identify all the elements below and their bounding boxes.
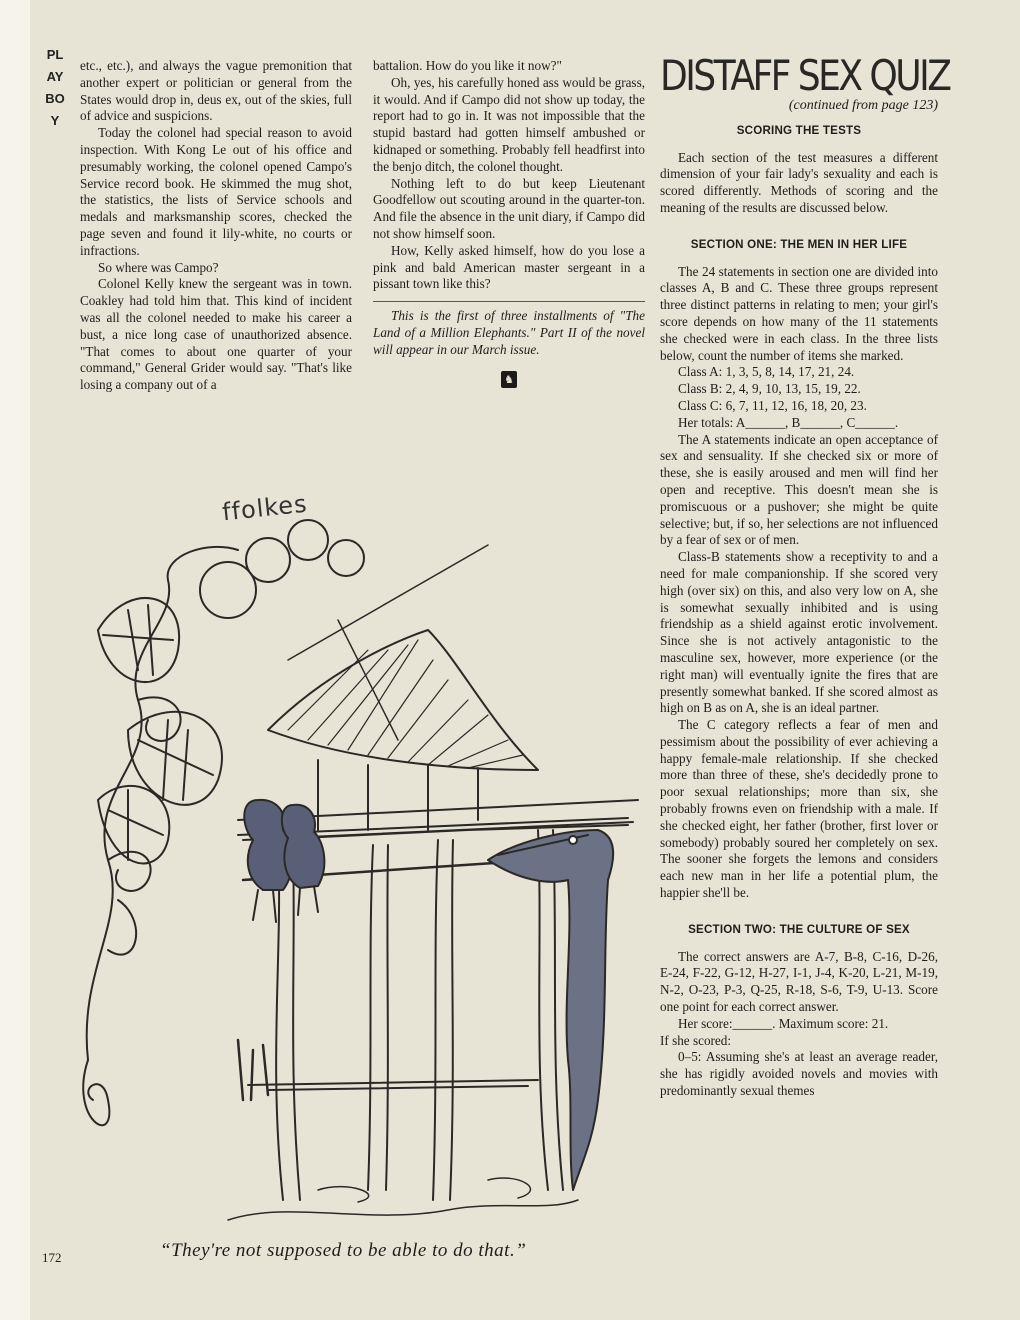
section-heading-scoring: SCORING THE TESTS <box>736 123 862 137</box>
continued-line: (continued from page 123) <box>788 98 938 113</box>
installment-note <box>373 301 645 358</box>
story-column-2 <box>373 58 645 388</box>
quiz-paragraph: Each section of the test measures a different dimension of your fair lady's sexuality and each is scored differently. Methods of scoring and the meaning of the results are discussed below. <box>660 149 938 215</box>
class-a-line: Class A: 1, 3, 5, 8, 14, 17, 21, 24. <box>678 364 855 380</box>
crocodile-drawing <box>488 830 613 1190</box>
class-list <box>678 364 938 431</box>
story-paragraph: battalion. How do you like it now?" <box>373 58 562 73</box>
cartoon-caption: “They're not supposed to be able to do that.” <box>160 1240 527 1261</box>
story-paragraph: Today the colonel had special reason to avoid inspection. With Kong Le out of his office and presumably working, the colonel opened Campo's Service record book. He skimmed the mug shot, the statistics, the lists of Service schools and medals and marksmanship scores, checked the page seven and found it lily-white, no courts or infractions. <box>80 125 352 258</box>
quiz-title: DISTAFF SEX QUIZ <box>660 51 950 100</box>
quiz-column <box>660 51 950 1100</box>
quiz-paragraph: The correct answers are A-7, B-8, C-16, D-26, E-24, F-22, G-12, H-27, I-1, J-4, K-20, L-21, M-19, N-2, O-23, P-3, Q-25, R-18, S-6, T-9, U-13. Score one point for each correct answer. <box>660 948 938 1015</box>
story-column-1 <box>80 58 352 394</box>
quiz-paragraph: The C category reflects a fear of men and pessimism about the possibility of ever achieving a happy female-male relationship. If she checked more than three of these, she's decidedly prone to poor sexual relationships; more than six, she probably frowns even on friendship with a male. If she checked eight, her father (brother, first lover or somebody) probably soured her completely on sex. The sooner she forgets the lemons and considers each new man in her life a potential plum, the happier she'll be. <box>660 717 938 901</box>
quiz-paragraph: The 24 statements in section one are divided into classes A, B and C. These three groups represent three distinct patterns in relating to men; your girl's score depends on how many of the 11 statements she checked were in each class. In the three lists below, count the number of items she marked. <box>660 263 938 363</box>
story-paragraph: Nothing left to do but keep Lieutenant Goodfellow out scouting around in the quarter-ton. And file the absence in the unit diary, if Campo did not show himself soon. <box>373 175 645 241</box>
installment-note-text: This is the first of three installments of "The Land of a Million Elephants." Part II of the novel will appear in our March issue. <box>373 308 645 357</box>
section-heading-two: SECTION TWO: THE CULTURE OF SEX <box>688 922 910 936</box>
if-she-scored-line: If she scored: <box>660 1032 732 1048</box>
page-number: 172 <box>42 1250 62 1265</box>
story-paragraph: etc., etc.), and always the vague premonition that another expert or politician or general from the States would drop in, deus ex, out of the skies, full of advice and suspicions. <box>80 58 352 124</box>
class-c-line: Class C: 6, 7, 11, 12, 16, 18, 20, 23. <box>678 397 867 413</box>
page-edge <box>0 0 30 1320</box>
class-b-line: Class B: 2, 4, 9, 10, 13, 15, 19, 22. <box>678 381 861 397</box>
cartoon-illustration <box>68 500 648 1230</box>
magazine-running-head <box>44 44 66 132</box>
story-paragraph: So where was Campo? <box>98 259 219 275</box>
her-score-line: Her score:______. Maximum score: 21. <box>678 1015 889 1031</box>
bears-drawing <box>244 800 324 922</box>
quiz-paragraph: Class-B statements show a receptivity to and a need for male companionship. If she scored very high (over six) on this, and also very low on A, she is somewhat sexually inhibited and is using friendship as a shield against erotic involvement. Since she is not actively antagonistic to the masculine sex, however, more experience (or the right man) will eventually ignite the fires that are presently somewhat banked. If she scored almost as high on B as on A, she is an ideal partner. <box>660 549 938 716</box>
magazine-label: PLAYBOY <box>45 47 65 128</box>
vine-drawing <box>83 520 364 1125</box>
story-paragraph: How, Kelly asked himself, how do you lose a pink and bald American master sergeant in a pissant town like this? <box>373 242 645 292</box>
cartoonist-signature: ffolkes <box>220 489 309 527</box>
water-drawing <box>228 1040 578 1220</box>
quiz-paragraph: 0–5: Assuming she's at least an average reader, she has rigidly avoided novels and movies with predominantly sexual themes <box>660 1049 938 1099</box>
section-heading-one: SECTION ONE: THE MEN IN HER LIFE <box>690 237 908 251</box>
quiz-paragraph: The A statements indicate an open acceptance of sex and sensuality. If she checked six or more of these, she is easily aroused and men will find her open and receptive. This doesn't mean she is promiscuous or a pushover; she might be quite selective; but, if so, her selections are not influenced by a fear of sex or of men. <box>660 431 938 548</box>
end-mark-icon: ♞ <box>501 371 517 388</box>
story-paragraph: Colonel Kelly knew the sergeant was in town. Coakley had told him that. This kind of incident was all the colonel needed to make his career a bust, a nice long case of unauthorized absence. "That comes to about one quarter of your command," General Grider would say. "That's like losing a company out of a <box>80 276 352 393</box>
story-paragraph: Oh, yes, his carefully honed ass would be grass, it would. And if Campo did not show up today, the report had to go in. It was not impossible that the stupid bastard had gotten himself ambushed or kidnaped or something. Probably fell headfirst into the benjo ditch, the colonel thought. <box>373 74 645 174</box>
her-totals-line: Her totals: A______, B______, C______. <box>678 414 899 430</box>
